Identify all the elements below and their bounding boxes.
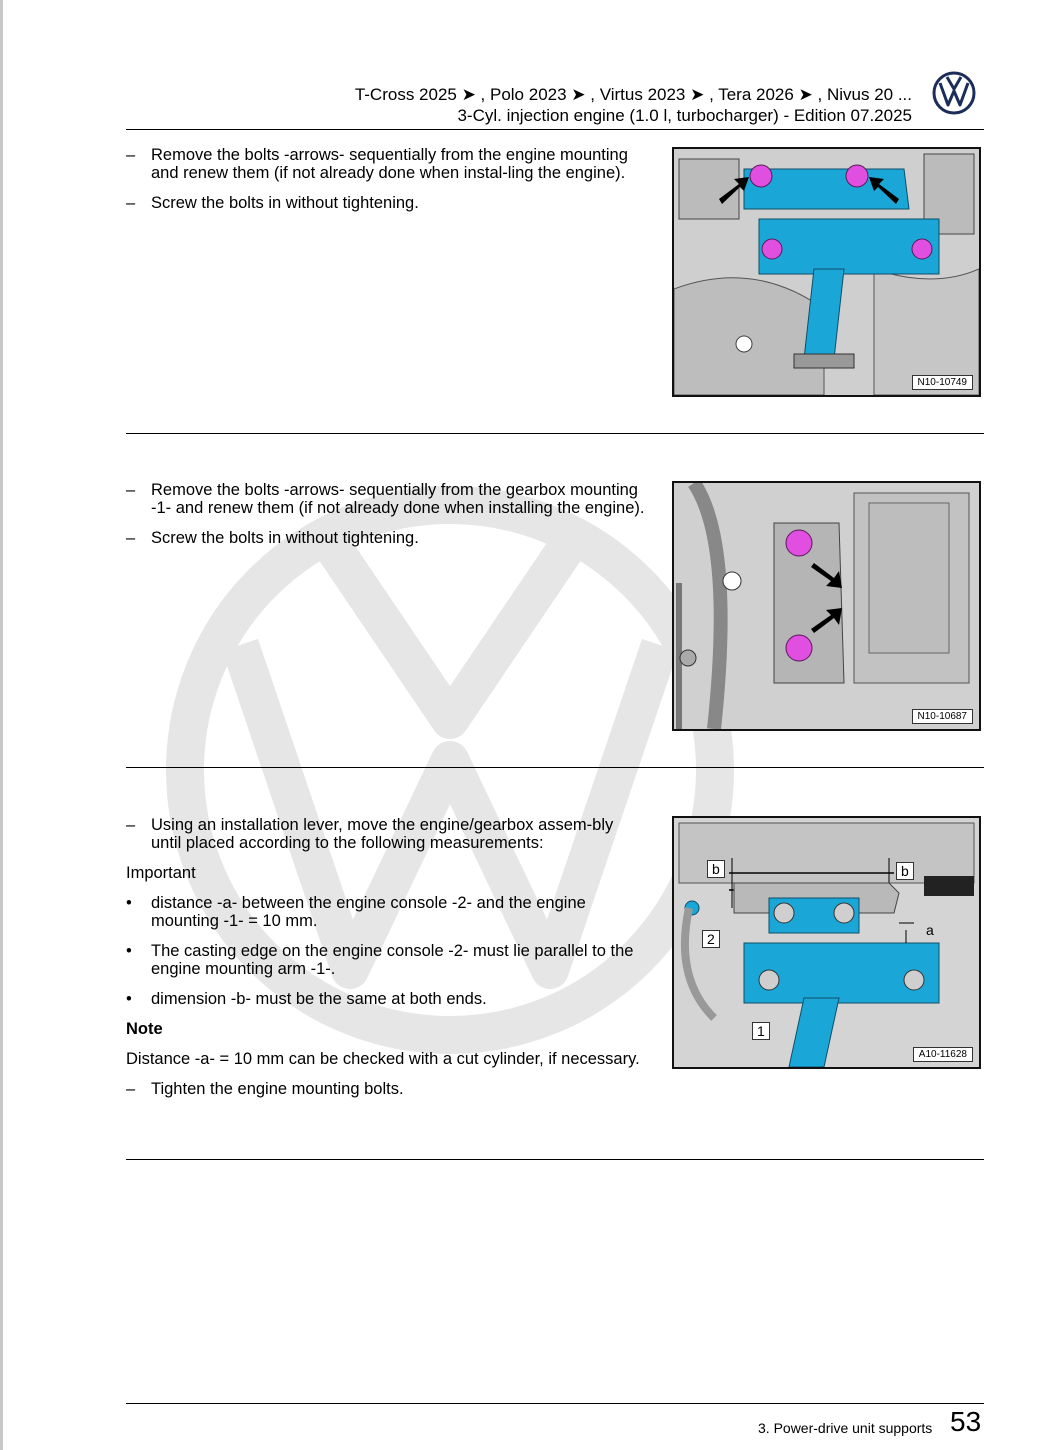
- callout-1: 1: [752, 1022, 770, 1040]
- callout-b-right: b: [896, 862, 914, 880]
- bullet-item: [126, 894, 646, 930]
- dash-marker: –: [126, 481, 136, 499]
- figure-mounting-measurements: [672, 816, 981, 1069]
- header-models: T-Cross 2025 ➤ , Polo 2023 ➤ , Virtus 2023 ➤ , Tera 2026 ➤ , Nivus 20 ...: [354, 85, 912, 104]
- section-rule: [126, 1159, 984, 1160]
- dash-marker: –: [126, 816, 136, 834]
- figure-gearbox-mounting: [672, 481, 981, 731]
- section-rule: [126, 433, 984, 434]
- gearbox-mounting-illustration: [674, 483, 979, 729]
- callout-a: a: [926, 922, 934, 938]
- note-title: Note: [126, 1020, 163, 1038]
- bullet-text: The casting edge on the engine console -2- must lie parallel to the engine mounting arm -1-.: [151, 942, 634, 978]
- step-text: Screw the bolts in without tightening.: [151, 529, 419, 547]
- step-text: Remove the bolts -arrows- sequentially from the gearbox mounting -1- and renew them (if not already done when installing the engine).: [151, 481, 645, 517]
- dash-marker: –: [126, 194, 136, 212]
- header-engine: 3-Cyl. injection engine (1.0 l, turbocharger) - Edition 07.2025: [457, 106, 912, 125]
- step-text: Tighten the engine mounting bolts.: [151, 1080, 404, 1098]
- bullet-marker: •: [126, 942, 132, 960]
- section-rule: [126, 767, 984, 768]
- footer-rule: [126, 1403, 984, 1404]
- step-item: [126, 1080, 646, 1098]
- bullet-text: dimension -b- must be the same at both ends.: [151, 990, 487, 1008]
- bullet-item: [126, 942, 646, 978]
- section-2-text: [126, 481, 646, 559]
- dash-marker: –: [126, 1080, 136, 1098]
- step-item: [126, 529, 646, 547]
- bullet-text: distance -a- between the engine console -2- and the engine mounting -1- = 10 mm.: [151, 894, 586, 930]
- figure-id: N10-10749: [912, 375, 973, 390]
- section-3-text: [126, 816, 646, 1110]
- document-header: [355, 84, 912, 126]
- bullet-item: [126, 990, 646, 1008]
- header-rule: [126, 129, 984, 130]
- step-text: Remove the bolts -arrows- sequentially from the engine mounting and renew them (if not already done when instal-ling the engine).: [151, 146, 628, 182]
- step-item: [126, 816, 646, 852]
- bullet-marker: •: [126, 894, 132, 912]
- bullet-marker: •: [126, 990, 132, 1008]
- figure-id: N10-10687: [912, 709, 973, 724]
- engine-mounting-illustration: [674, 149, 979, 395]
- section-1-text: [126, 146, 646, 224]
- note-text: Distance -a- = 10 mm can be checked with a cut cylinder, if necessary.: [126, 1050, 640, 1068]
- callout-b-left: b: [707, 860, 725, 878]
- figure-id: A10-11628: [913, 1047, 973, 1062]
- step-item: [126, 146, 646, 182]
- callout-2: 2: [702, 930, 720, 948]
- vw-logo-icon: [932, 71, 976, 115]
- step-item: [126, 194, 646, 212]
- page-number: 53: [950, 1406, 982, 1437]
- step-item: [126, 481, 646, 517]
- footer-section-title: 3. Power-drive unit supports: [758, 1420, 933, 1436]
- important-label: Important: [126, 864, 196, 882]
- dash-marker: –: [126, 529, 136, 547]
- step-text: Screw the bolts in without tightening.: [151, 194, 419, 212]
- figure-engine-mounting: [672, 147, 981, 397]
- step-text: Using an installation lever, move the engine/gearbox assem-bly until placed according to the following measurements:: [151, 816, 614, 852]
- dash-marker: –: [126, 146, 136, 164]
- page-edge: [0, 0, 3, 1450]
